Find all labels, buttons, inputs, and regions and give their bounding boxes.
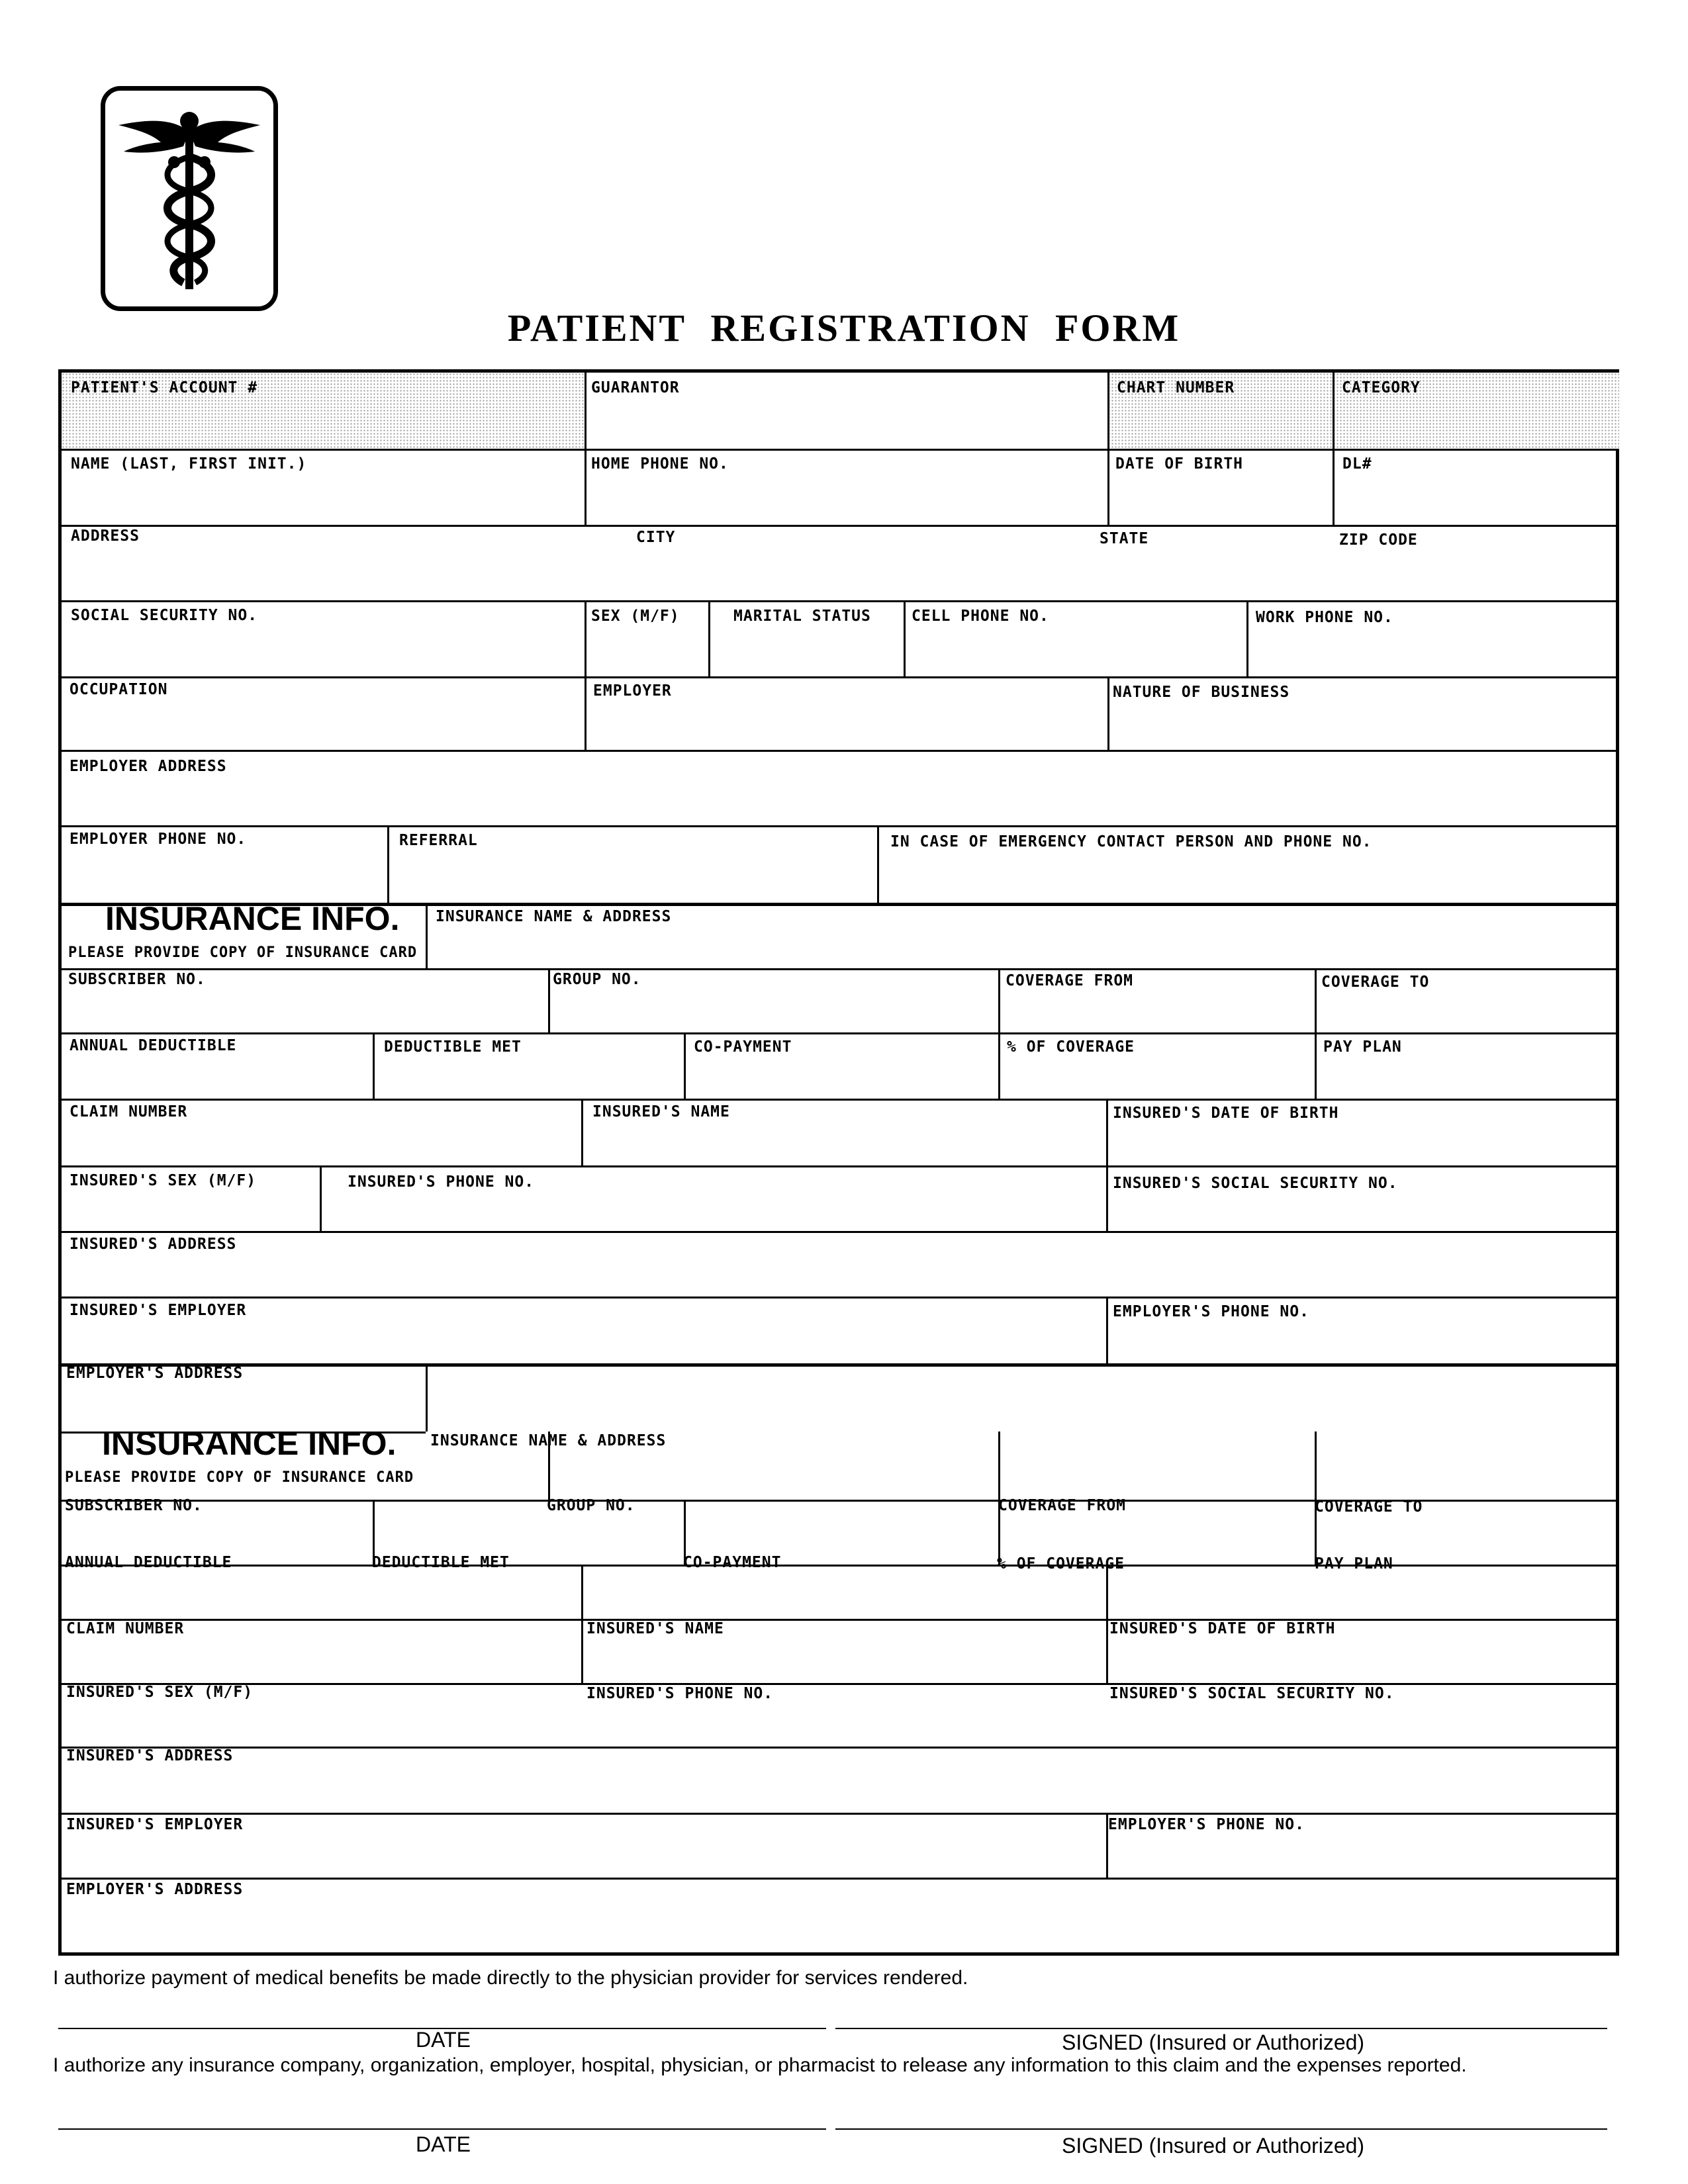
col-divider	[1106, 1813, 1108, 1878]
insurance-1-employer-phone-label: EMPLOYER'S PHONE NO.	[1113, 1303, 1309, 1320]
insurance-1-subscriber-field[interactable]	[66, 991, 544, 1029]
insurance-1-insured-employer-field[interactable]	[66, 1322, 1102, 1360]
authorization-2-date-line[interactable]	[58, 2128, 826, 2130]
insurance-2-employer-phone-label: EMPLOYER'S PHONE NO.	[1108, 1816, 1305, 1833]
row-divider	[62, 1683, 1616, 1685]
insurance-1-name-address-label: INSURANCE NAME & ADDRESS	[436, 908, 672, 925]
form-title: PATIENT REGISTRATION FORM	[507, 306, 1181, 349]
col-divider	[581, 1565, 583, 1683]
caduceus-icon	[105, 91, 273, 306]
insurance-2-insured-phone-label: INSURED'S PHONE NO.	[586, 1685, 774, 1702]
address-field[interactable]	[66, 553, 661, 591]
insurance-1-insured-dob-label: INSURED'S DATE OF BIRTH	[1113, 1105, 1339, 1122]
referral-field[interactable]	[391, 858, 873, 897]
authorization-2-signed-label: SIGNED (Insured or Authorized)	[1062, 2134, 1365, 2158]
col-divider	[1333, 373, 1335, 525]
row-divider	[62, 1878, 1616, 1880]
insurance-1-coverage-to-field[interactable]	[1319, 991, 1615, 1029]
insurance-1-pct-coverage-field[interactable]	[1002, 1057, 1311, 1095]
insurance-1-employer-address-label-visible: EMPLOYER'S ADDRESS	[66, 1365, 244, 1382]
row-divider	[62, 825, 1616, 827]
col-divider	[684, 1032, 686, 1099]
work-phone-label: WORK PHONE NO.	[1256, 609, 1393, 626]
col-divider	[1315, 1432, 1317, 1565]
insurance-2-copayment-label: CO-PAYMENT	[683, 1554, 782, 1571]
insurance-2-claim-number-label: CLAIM NUMBER	[66, 1620, 185, 1637]
insurance-1-insured-dob-field[interactable]	[1110, 1123, 1615, 1161]
insurance-1-insured-phone-field[interactable]	[324, 1191, 1102, 1229]
date-of-birth-label: DATE OF BIRTH	[1115, 455, 1244, 473]
zip-code-field[interactable]	[1336, 553, 1615, 591]
insurance-1-insured-ssn-field[interactable]	[1110, 1191, 1615, 1229]
row-divider	[62, 750, 1616, 752]
insurance-1-group-label: GROUP NO.	[553, 971, 641, 988]
insurance-1-insured-ssn-label: INSURED'S SOCIAL SECURITY NO.	[1113, 1175, 1398, 1192]
emergency-contact-field[interactable]	[881, 858, 1615, 897]
employer-field[interactable]	[588, 705, 1103, 744]
insurance-2-insured-ssn-label: INSURED'S SOCIAL SECURITY NO.	[1109, 1685, 1395, 1702]
insurance-1-copayment-field[interactable]	[688, 1057, 994, 1095]
insurance-1-group-field[interactable]	[552, 991, 994, 1029]
home-phone-field[interactable]	[588, 478, 1103, 517]
patient-account-field[interactable]	[66, 402, 581, 440]
city-label: CITY	[636, 529, 676, 546]
insurance-1-insured-address-label: INSURED'S ADDRESS	[70, 1236, 237, 1253]
col-divider	[320, 1165, 322, 1231]
row-divider	[62, 600, 1616, 602]
referral-label: REFERRAL	[399, 832, 478, 849]
insurance-2-annual-deductible-label: ANNUAL DEDUCTIBLE	[65, 1554, 232, 1571]
address-label: ADDRESS	[71, 527, 140, 545]
chart-number-label: CHART NUMBER	[1117, 379, 1235, 396]
col-divider	[1106, 1099, 1108, 1231]
insurance-2-deductible-met-label: DEDUCTIBLE MET	[372, 1554, 510, 1571]
col-divider	[998, 1432, 1000, 1565]
col-divider	[585, 600, 586, 676]
row-divider	[62, 1363, 1616, 1367]
insurance-2-pct-coverage-label: % OF COVERAGE	[997, 1555, 1125, 1572]
nature-of-business-field[interactable]	[1111, 705, 1615, 744]
row-divider	[62, 449, 1616, 451]
insurance-1-annual-deductible-label: ANNUAL DEDUCTIBLE	[70, 1037, 237, 1054]
insurance-1-employer-phone-field[interactable]	[1110, 1322, 1615, 1360]
insurance-2-insured-employer-label: INSURED'S EMPLOYER	[66, 1816, 244, 1833]
insurance-2-group-label: GROUP NO.	[547, 1497, 635, 1514]
insurance-2-pay-plan-label: PAY PLAN	[1315, 1555, 1393, 1572]
col-divider	[904, 600, 906, 676]
col-divider	[1107, 373, 1109, 525]
insurance-2-heading-visible: INSURANCE INFO.	[102, 1425, 397, 1462]
category-label: CATEGORY	[1342, 379, 1421, 396]
insurance-2-note: PLEASE PROVIDE COPY OF INSURANCE CARD	[65, 1469, 414, 1486]
col-divider	[1246, 600, 1248, 676]
row-divider	[62, 1565, 1616, 1567]
insurance-1-note: PLEASE PROVIDE COPY OF INSURANCE CARD	[68, 944, 418, 961]
registration-form	[58, 369, 1619, 1956]
social-security-label: SOCIAL SECURITY NO.	[71, 607, 258, 624]
insurance-2-employer-address-label: EMPLOYER'S ADDRESS	[66, 1881, 244, 1898]
col-divider	[387, 825, 389, 903]
occupation-label: OCCUPATION	[70, 681, 168, 698]
work-phone-field[interactable]	[1250, 632, 1615, 670]
city-field[interactable]	[664, 553, 1094, 591]
insurance-1-deductible-met-field[interactable]	[377, 1057, 680, 1095]
name-label: NAME (LAST, FIRST INIT.)	[71, 455, 307, 473]
occupation-field[interactable]	[66, 705, 581, 744]
insurance-1-copayment-label: CO-PAYMENT	[694, 1038, 792, 1056]
col-divider	[548, 1432, 550, 1500]
row-divider	[62, 1747, 1616, 1749]
insurance-1-subscriber-label: SUBSCRIBER NO.	[68, 971, 206, 988]
row-divider	[62, 1231, 1616, 1233]
insurance-1-claim-number-field[interactable]	[66, 1123, 577, 1161]
col-divider	[684, 1500, 686, 1565]
col-divider	[426, 903, 428, 968]
insurance-1-coverage-from-field[interactable]	[1002, 991, 1311, 1029]
insurance-1-insured-sex-field[interactable]	[66, 1191, 316, 1229]
insurance-1-heading: INSURANCE INFO.	[105, 900, 400, 937]
home-phone-label: HOME PHONE NO.	[591, 455, 729, 473]
row-divider	[62, 1813, 1616, 1815]
state-label: STATE	[1100, 530, 1149, 547]
col-divider	[548, 968, 550, 1032]
insurance-2-insured-name-label: INSURED'S NAME	[586, 1620, 724, 1637]
row-divider	[62, 1297, 1616, 1298]
chart-number-field[interactable]	[1111, 402, 1329, 440]
insurance-1-insured-name-label: INSURED'S NAME	[592, 1103, 730, 1120]
insurance-1-deductible-met-label: DEDUCTIBLE MET	[384, 1038, 522, 1056]
col-divider	[373, 1032, 375, 1099]
insurance-1-coverage-to-label: COVERAGE TO	[1321, 974, 1430, 991]
insurance-1-name-address-field[interactable]	[430, 927, 1615, 966]
col-divider	[998, 968, 1000, 1099]
row-divider	[62, 1165, 1616, 1167]
nature-of-business-label: NATURE OF BUSINESS	[1113, 684, 1290, 701]
insurance-1-pay-plan-field[interactable]	[1319, 1057, 1615, 1095]
dl-label: DL#	[1342, 455, 1372, 473]
row-divider	[62, 1432, 426, 1433]
insurance-2-subscriber-label: SUBSCRIBER NO.	[65, 1497, 203, 1514]
zip-code-label: ZIP CODE	[1339, 531, 1418, 549]
patient-account-label: PATIENT'S ACCOUNT #	[71, 379, 258, 396]
col-divider	[373, 1500, 375, 1565]
guarantor-label: GUARANTOR	[591, 379, 680, 396]
insurance-2-coverage-from-label: COVERAGE FROM	[998, 1497, 1127, 1514]
col-divider	[1106, 1297, 1108, 1363]
authorization-2-signature-line[interactable]	[835, 2128, 1607, 2130]
row-divider	[62, 968, 1616, 970]
insurance-1-insured-sex-label: INSURED'S SEX (M/F)	[70, 1172, 257, 1189]
row-divider	[62, 1099, 1616, 1101]
insurance-2-insured-dob-label: INSURED'S DATE OF BIRTH	[1109, 1620, 1336, 1637]
col-divider	[1106, 1565, 1108, 1683]
employer-phone-label: EMPLOYER PHONE NO.	[70, 831, 247, 848]
insurance-1-insured-address-field[interactable]	[66, 1255, 1615, 1294]
row-divider	[62, 1619, 1616, 1621]
sex-field[interactable]	[588, 632, 704, 670]
authorization-2-date-label: DATE	[416, 2132, 471, 2156]
guarantor-field[interactable]	[588, 402, 1103, 440]
category-field[interactable]	[1336, 402, 1615, 440]
row-divider	[62, 676, 1616, 678]
state-field[interactable]	[1098, 553, 1323, 591]
date-of-birth-field[interactable]	[1111, 478, 1329, 517]
dl-field[interactable]	[1336, 478, 1615, 517]
employer-label: EMPLOYER	[593, 682, 672, 700]
name-field[interactable]	[66, 478, 581, 517]
col-divider	[1107, 676, 1109, 750]
employer-phone-field[interactable]	[66, 858, 383, 897]
row-divider	[62, 525, 1616, 527]
employer-address-label: EMPLOYER ADDRESS	[70, 758, 227, 775]
authorization-1-signed-label: SIGNED (Insured or Authorized)	[1062, 2030, 1365, 2054]
cell-phone-field[interactable]	[908, 632, 1243, 670]
cell-phone-label: CELL PHONE NO.	[912, 608, 1049, 625]
insurance-1-employer-address-field[interactable]	[62, 1385, 1611, 1423]
insurance-1-annual-deductible-field[interactable]	[66, 1057, 369, 1095]
row-divider	[62, 1500, 1616, 1502]
col-divider	[1315, 968, 1317, 1099]
marital-status-label: MARITAL STATUS	[733, 608, 871, 625]
insurance-1-insured-name-field[interactable]	[585, 1123, 1102, 1161]
insurance-1-coverage-from-label: COVERAGE FROM	[1006, 972, 1134, 989]
authorization-2-text: I authorize any insurance company, organization, employer, hospital, physician, or pharmacist to release any information to this claim and the expenses reported.	[53, 2054, 1467, 2076]
insurance-1-insured-phone-label: INSURED'S PHONE NO.	[348, 1173, 535, 1191]
insurance-2-insured-address-label: INSURED'S ADDRESS	[66, 1747, 234, 1764]
insurance-1-pay-plan-label: PAY PLAN	[1323, 1038, 1402, 1056]
emergency-contact-label: IN CASE OF EMERGENCY CONTACT PERSON AND PHONE NO.	[890, 833, 1372, 850]
insurance-1-pct-coverage-label: % OF COVERAGE	[1007, 1038, 1135, 1056]
insurance-1-claim-number-label: CLAIM NUMBER	[70, 1103, 188, 1120]
col-divider	[585, 373, 586, 525]
row-divider	[62, 1032, 1616, 1034]
authorization-1-date-label: DATE	[416, 2028, 471, 2052]
sex-label: SEX (M/F)	[591, 608, 680, 625]
marital-status-field[interactable]	[712, 632, 900, 670]
employer-address-field[interactable]	[66, 782, 1615, 820]
col-divider	[877, 825, 879, 903]
insurance-2-coverage-to-label: COVERAGE TO	[1315, 1498, 1423, 1516]
insurance-1-insured-employer-label: INSURED'S EMPLOYER	[70, 1302, 247, 1319]
col-divider	[708, 600, 710, 676]
authorization-1-signature-line[interactable]	[835, 2028, 1607, 2029]
authorization-1-text: I authorize payment of medical benefits be made directly to the physician provider for services rendered.	[53, 1967, 968, 1989]
social-security-field[interactable]	[66, 632, 581, 670]
insurance-2-name-address-label: INSURANCE NAME & ADDRESS	[430, 1432, 667, 1449]
insurance-2-insured-sex-label: INSURED'S SEX (M/F)	[66, 1684, 254, 1701]
col-divider	[581, 1099, 583, 1165]
col-divider	[585, 676, 586, 750]
logo	[101, 86, 278, 311]
